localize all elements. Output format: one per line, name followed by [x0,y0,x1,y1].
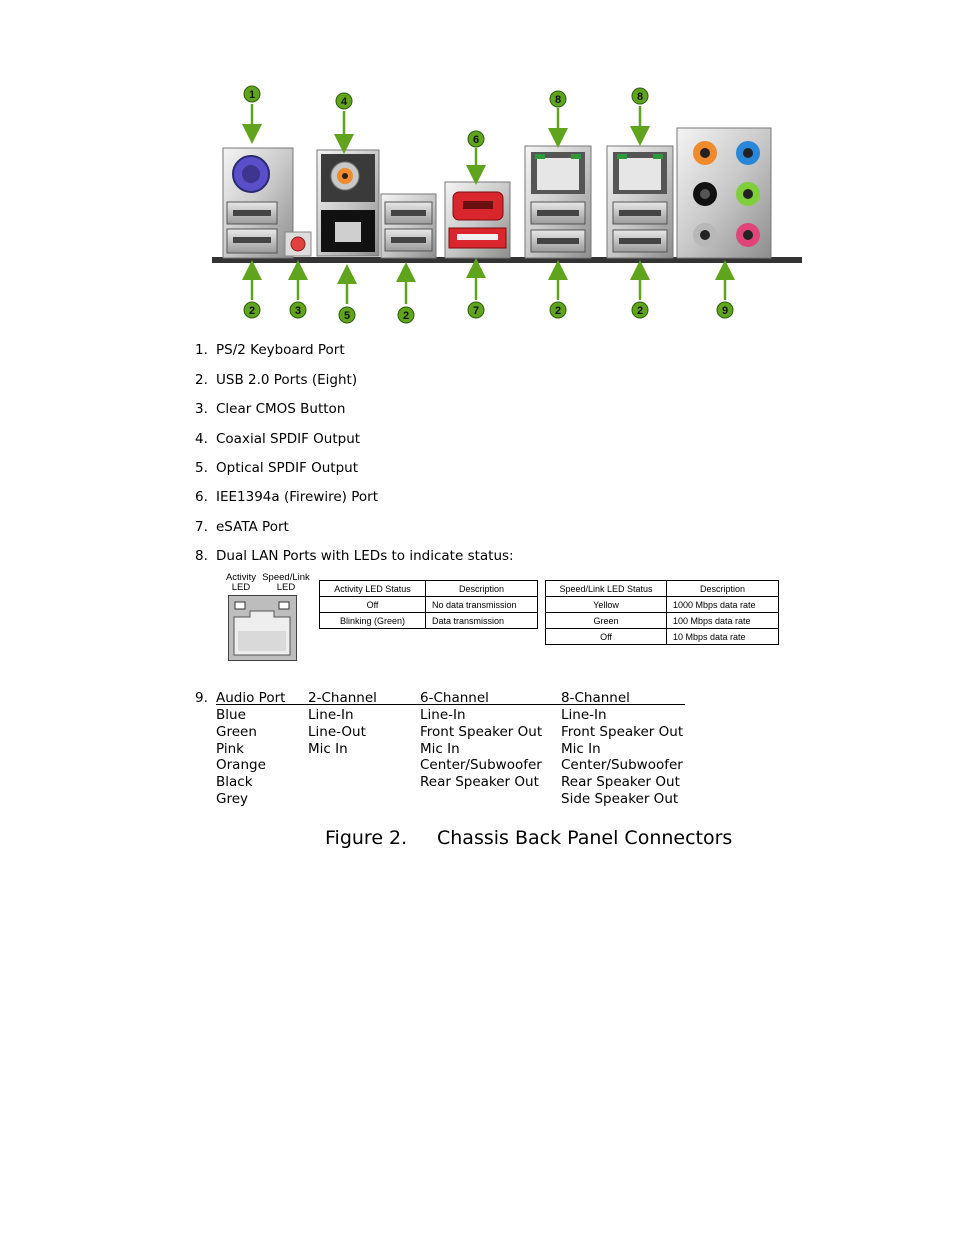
audio-cell: Black [216,774,253,790]
audio-header: Audio Port [216,690,286,706]
spdif-stack [317,150,379,256]
table-cell: Off [546,629,667,645]
audio-cell: Orange [216,757,266,773]
audio-header: 8-Channel [561,690,630,706]
list-item: 8. Dual LAN Ports with LEDs to indicate status: [195,548,514,564]
audio-cell: Line-In [420,707,466,723]
svg-text:2: 2 [636,305,644,317]
audio-cell: Line-Out [308,724,366,740]
table-cell: Data transmission [426,613,538,629]
audio-cell: Center/Subwoofer [561,757,683,773]
audio-cell: Center/Subwoofer [420,757,542,773]
audio-cell: Line-In [308,707,354,723]
svg-text:1: 1 [248,89,256,101]
audio-cell: Front Speaker Out [420,724,543,740]
rj45-port-illustration [228,595,298,662]
audio-cell: Green [216,724,257,740]
list-item: 1. PS/2 Keyboard Port [195,342,345,358]
callout-2b [398,307,414,323]
svg-text:2: 2 [402,310,410,322]
audio-cell: Pink [216,741,244,757]
audio-header: 6-Channel [420,690,489,706]
audio-cell: Mic In [561,741,601,757]
callout-2c [550,302,566,318]
table-cell: 100 Mbps data rate [667,613,779,629]
table-cell: 1000 Mbps data rate [667,597,779,613]
back-panel-diagram [205,82,805,327]
audio-cell: Blue [216,707,246,723]
table-cell: Green [546,613,667,629]
lan-usb-stack-2 [607,146,673,258]
audio-header: 2-Channel [308,690,377,706]
activity-led-label: Activity LED [225,572,257,593]
callout-8b [632,88,648,104]
list-item: 4. Coaxial SPDIF Output [195,431,361,447]
audio-cell: Line-In [561,707,607,723]
audio-cell: Grey [216,791,249,807]
callout-3 [290,302,306,318]
audio-cell: Side Speaker Out [561,791,679,807]
audio-cell: Front Speaker Out [561,724,684,740]
audio-jack-stack [677,128,771,258]
table-cell: Off [320,597,426,613]
callout-1 [244,86,260,102]
table-header: Activity LED Status [320,581,426,597]
table-header: Description [426,581,538,597]
list-item: 3. Clear CMOS Button [195,401,346,417]
usb-pair [381,194,436,258]
callout-9 [717,302,733,318]
list-item: 6. IEE1394a (Firewire) Port [195,489,378,505]
callout-7 [468,302,484,318]
svg-text:3: 3 [294,305,302,317]
svg-text:2: 2 [248,305,256,317]
speed-led-label: Speed/Link LED [262,572,310,593]
list-item: 7. eSATA Port [195,519,289,535]
clear-cmos-button [285,232,311,256]
callout-6 [468,131,484,147]
lan-usb-stack-1 [525,146,591,258]
table-cell: Yellow [546,597,667,613]
figure-label: Figure 2. [325,827,408,849]
svg-text:4: 4 [340,96,348,108]
callout-4 [336,93,352,109]
callout-5 [339,307,355,323]
list-item-number: 9. [195,690,208,706]
list-item: 5. Optical SPDIF Output [195,460,359,476]
callout-8a [550,91,566,107]
ps2-usb-stack [223,148,293,258]
svg-text:7: 7 [472,305,480,317]
table-cell: Blinking (Green) [320,613,426,629]
svg-text:2: 2 [554,305,562,317]
list-item: 2. USB 2.0 Ports (Eight) [195,372,358,388]
svg-text:5: 5 [343,310,351,322]
table-cell: 10 Mbps data rate [667,629,779,645]
speed-led-table [545,580,779,645]
audio-cell: Mic In [420,741,460,757]
table-header: Description [667,581,779,597]
audio-cell: Mic In [308,741,348,757]
activity-led-table [319,580,538,629]
figure-title: Chassis Back Panel Connectors [437,827,733,849]
svg-text:9: 9 [721,305,729,317]
firewire-esata-stack [445,182,510,258]
table-header: Speed/Link LED Status [546,581,667,597]
callout-2d [632,302,648,318]
svg-text:8: 8 [554,94,562,106]
audio-cell: Rear Speaker Out [420,774,539,790]
callout-2a [244,302,260,318]
table-cell: No data transmission [426,597,538,613]
audio-cell: Rear Speaker Out [561,774,680,790]
svg-text:6: 6 [472,134,480,146]
svg-text:8: 8 [636,91,644,103]
